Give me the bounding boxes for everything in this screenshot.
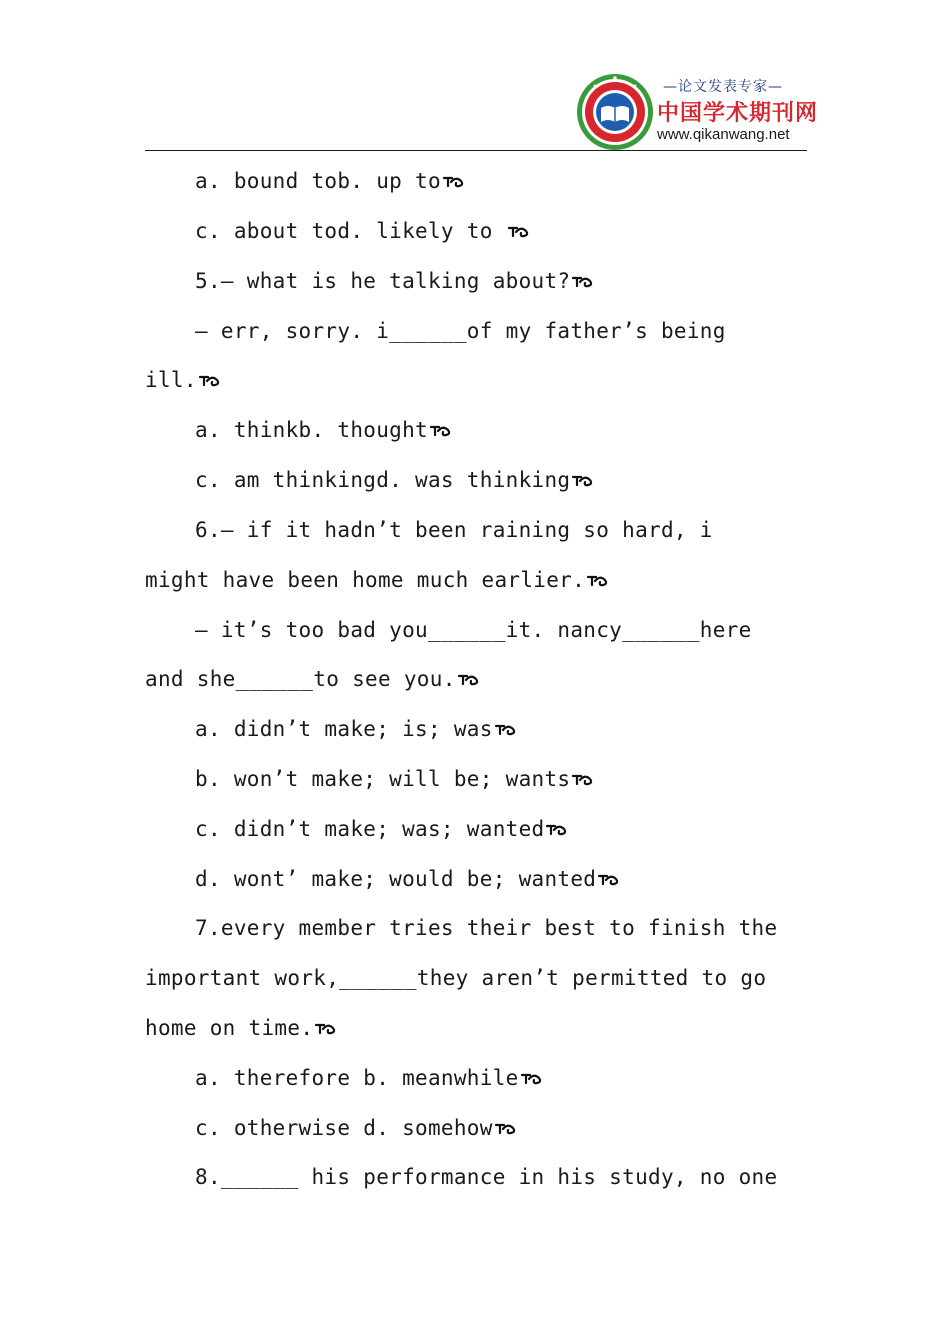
- paragraph-mark-icon: [198, 374, 222, 388]
- text-line: — it’s too bad you______it. nancy______here: [195, 618, 752, 642]
- text-line: might have been home much earlier.: [145, 565, 610, 595]
- page-header: [0, 0, 950, 155]
- paragraph-mark-icon: [571, 275, 595, 289]
- text-line: a. bound tob. up to: [195, 166, 466, 196]
- paragraph-mark-icon: [442, 175, 466, 189]
- paragraph-mark-icon: [314, 1022, 338, 1036]
- text-line: — err, sorry. i______of my father’s being: [195, 319, 726, 343]
- text-line: important work,______they aren’t permitted to go: [145, 966, 767, 990]
- text-line: 7.every member tries their best to finish the: [195, 916, 778, 940]
- text-line: c. didn’t make; was; wanted: [195, 814, 569, 844]
- paragraph-mark-icon: [429, 424, 453, 438]
- text-line: 8.______ his performance in his study, no one: [195, 1165, 778, 1189]
- text-line: 5.— what is he talking about?: [195, 266, 595, 296]
- qikanwang-seal-logo: [575, 72, 655, 152]
- text-line: d. wont’ make; would be; wanted: [195, 864, 621, 894]
- logo-site-name: 中国学术期刊网: [657, 101, 819, 126]
- paragraph-mark-icon: [597, 873, 621, 887]
- text-line: b. won’t make; will be; wants: [195, 764, 595, 794]
- text-line: ill.: [145, 365, 222, 395]
- paragraph-mark-icon: [571, 773, 595, 787]
- header-divider: [145, 150, 807, 151]
- paragraph-mark-icon: [586, 574, 610, 588]
- paragraph-mark-icon: [494, 1122, 518, 1136]
- text-line: c. about tod. likely to: [195, 216, 531, 246]
- text-line: c. otherwise d. somehow: [195, 1113, 518, 1143]
- paragraph-mark-icon: [520, 1072, 544, 1086]
- text-line: home on time.: [145, 1013, 338, 1043]
- paragraph-mark-icon: [457, 673, 481, 687]
- paragraph-mark-icon: [507, 225, 531, 239]
- text-line: a. thinkb. thought: [195, 415, 453, 445]
- logo-url: www.qikanwang.net: [657, 126, 790, 143]
- paragraph-mark-icon: [545, 823, 569, 837]
- text-line: and she______to see you.: [145, 664, 481, 694]
- text-line: c. am thinkingd. was thinking: [195, 465, 595, 495]
- logo-slogan: —论文发表专家—: [663, 79, 783, 95]
- text-line: 6.— if it hadn’t been raining so hard, i: [195, 518, 713, 542]
- paragraph-mark-icon: [571, 474, 595, 488]
- text-line: a. therefore b. meanwhile: [195, 1063, 544, 1093]
- text-line: a. didn’t make; is; was: [195, 714, 518, 744]
- paragraph-mark-icon: [494, 723, 518, 737]
